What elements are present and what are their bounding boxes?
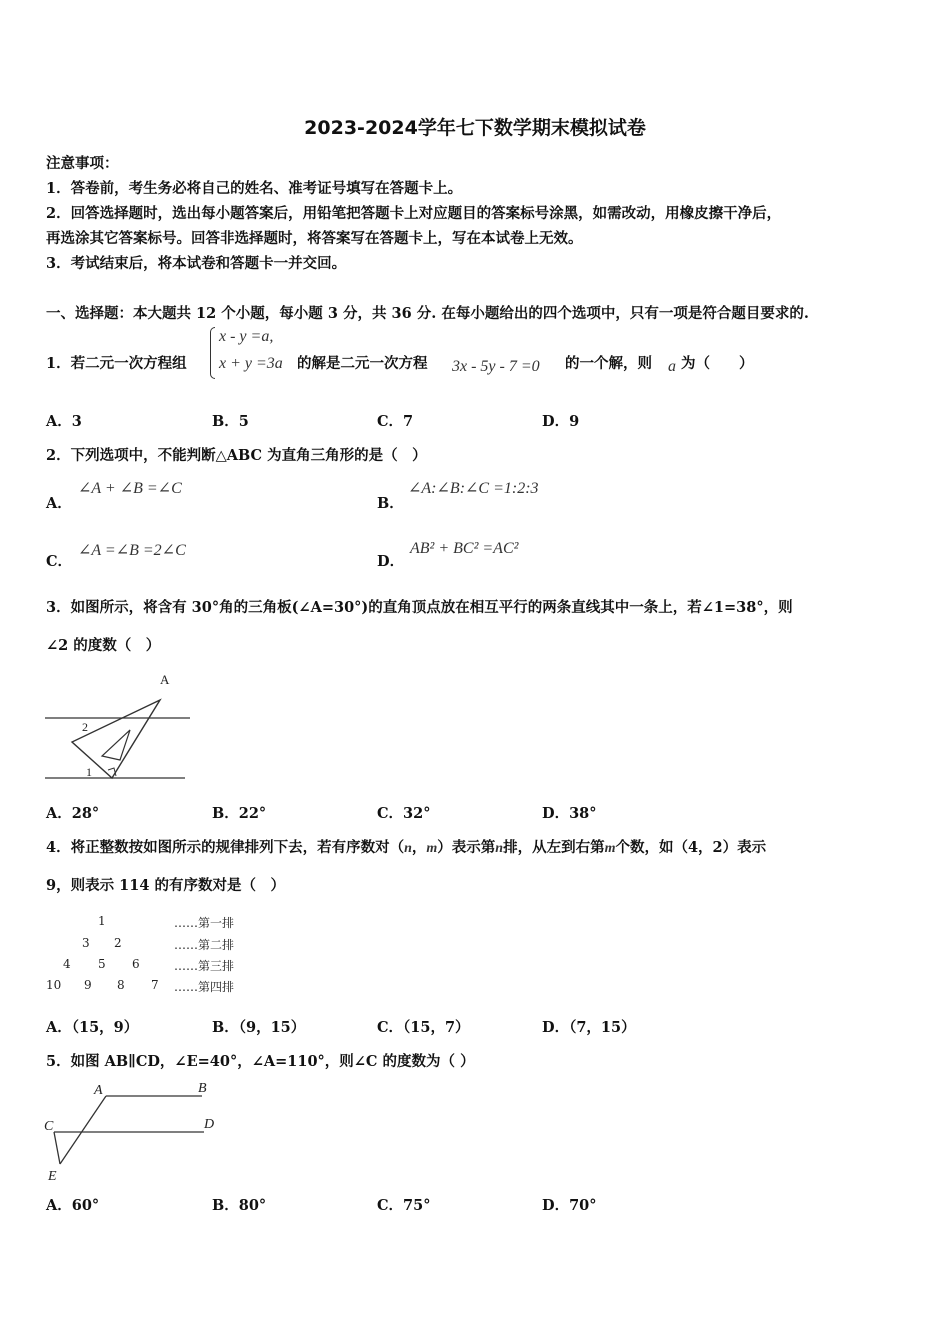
number-cell: 4 bbox=[63, 957, 71, 971]
q2-option-d-expr: AB² + BC² =AC² bbox=[410, 540, 519, 557]
angle-2-label: 2 bbox=[82, 720, 88, 734]
q1-suffix: 的一个解，则 bbox=[565, 355, 652, 372]
q2-option-a-label[interactable]: A． bbox=[46, 495, 72, 512]
brace-icon bbox=[210, 327, 215, 379]
notice-item: 再选涂其它答案标号。回答非选择题时，将答案写在答题卡上，写在本试卷上无效。 bbox=[46, 230, 583, 247]
q5-option-c[interactable]: C．75° bbox=[377, 1197, 431, 1214]
angle-1-label: 1 bbox=[86, 765, 92, 779]
vertex-a-label: A bbox=[160, 672, 170, 687]
notice-item: 2．回答选择题时，选出每小题答案后，用铅笔把答题卡上对应题目的答案标号涂黑，如需改动，用橡皮擦干净后， bbox=[46, 205, 782, 222]
point-a-label: A bbox=[94, 1083, 103, 1098]
q1-option-b[interactable]: B．5 bbox=[212, 413, 249, 430]
q1-prefix: 1．若二元一次方程组 bbox=[46, 355, 187, 372]
point-e-label: E bbox=[48, 1169, 57, 1184]
q3-option-c[interactable]: C．32° bbox=[377, 805, 431, 822]
q5-option-d[interactable]: D．70° bbox=[542, 1197, 597, 1214]
q1-equation-3: 3x - 5y - 7 =0 bbox=[452, 358, 540, 375]
point-c-label: C bbox=[44, 1119, 54, 1134]
q4-option-b[interactable]: B．（9，15） bbox=[212, 1019, 306, 1036]
line-ce bbox=[54, 1132, 60, 1164]
point-d-label: D bbox=[204, 1117, 215, 1132]
section-heading: 一、选择题：本大题共 12 个小题，每小题 3 分，共 36 分. 在每小题给出的四个选项中，只有一项是符合题目要求的. bbox=[46, 305, 809, 322]
q2-option-b-expr: ∠A:∠B:∠C =1:2:3 bbox=[408, 480, 539, 497]
q1-equation-2: x + y =3a bbox=[219, 355, 283, 372]
number-cell: 1 bbox=[98, 914, 106, 928]
q4-stem-line-1: 4．将正整数按如图所示的规律排列下去，若有序数对（n，m）表示第n排，从左到右第m个数，如（4，2）表示 bbox=[46, 839, 767, 856]
number-cell: 2 bbox=[114, 936, 122, 950]
q3-option-a[interactable]: A．28° bbox=[46, 805, 100, 822]
q5-stem: 5．如图 AB∥CD，∠E=40°，∠A=110°，则∠C 的度数为（ ） bbox=[46, 1053, 475, 1070]
row-label: ……第一排 bbox=[174, 916, 235, 930]
number-cell: 6 bbox=[132, 957, 140, 971]
line-ae bbox=[60, 1096, 106, 1164]
notice-heading: 注意事项： bbox=[46, 155, 119, 172]
q5-figure bbox=[40, 1076, 230, 1186]
q2-option-d-label[interactable]: D． bbox=[377, 553, 405, 570]
q1-option-a[interactable]: A．3 bbox=[46, 413, 82, 430]
page-title: 2023-2024学年七下数学期末模拟试卷 bbox=[304, 117, 646, 139]
q1-option-c[interactable]: C．7 bbox=[377, 413, 414, 430]
number-cell: 7 bbox=[151, 978, 159, 992]
q3-figure bbox=[40, 668, 200, 784]
row-label: ……第三排 bbox=[174, 959, 235, 973]
number-cell: 8 bbox=[117, 978, 125, 992]
q3-stem-line-2: ∠2 的度数（ ） bbox=[46, 637, 161, 654]
q2-option-c-expr: ∠A =∠B =2∠C bbox=[78, 542, 186, 559]
q4-option-c[interactable]: C．（15，7） bbox=[377, 1019, 470, 1036]
point-b-label: B bbox=[198, 1081, 207, 1096]
number-cell: 10 bbox=[46, 978, 62, 992]
q1-equation-1: x - y =a, bbox=[219, 328, 274, 345]
number-cell: 5 bbox=[98, 957, 106, 971]
row-label: ……第二排 bbox=[174, 938, 235, 952]
q5-option-b[interactable]: B．80° bbox=[212, 1197, 267, 1214]
q1-option-d[interactable]: D．9 bbox=[542, 413, 580, 430]
q4-stem-line-2: 9，则表示 114 的有序数对是（ ） bbox=[46, 877, 285, 894]
q1-variable: a bbox=[668, 358, 676, 375]
number-cell: 9 bbox=[84, 978, 92, 992]
q2-option-c-label[interactable]: C． bbox=[46, 553, 73, 570]
q4-option-a[interactable]: A．（15，9） bbox=[46, 1019, 139, 1036]
notice-item: 3．考试结束后，将本试卷和答题卡一并交回。 bbox=[46, 255, 347, 272]
q5-option-a[interactable]: A．60° bbox=[46, 1197, 100, 1214]
number-cell: 3 bbox=[82, 936, 90, 950]
q2-option-b-label[interactable]: B． bbox=[377, 495, 404, 512]
q4-option-d[interactable]: D．（7，15） bbox=[542, 1019, 636, 1036]
q3-option-b[interactable]: B．22° bbox=[212, 805, 267, 822]
q1-mid: 的解是二元一次方程 bbox=[297, 355, 428, 372]
notice-item: 1．答卷前，考生务必将自己的姓名、准考证号填写在答题卡上。 bbox=[46, 180, 463, 197]
q3-stem-line-1: 3．如图所示，将含有 30°角的三角板(∠A=30°)的直角顶点放在相互平行的两条直线其中一条上，若∠1=38°，则 bbox=[46, 599, 793, 616]
q1-suffix-2: 为（ ） bbox=[681, 355, 754, 372]
q2-stem: 2．下列选项中，不能判断△ABC 为直角三角形的是（ ） bbox=[46, 447, 427, 464]
row-label: ……第四排 bbox=[174, 980, 235, 994]
q3-option-d[interactable]: D．38° bbox=[542, 805, 597, 822]
q2-option-a-expr: ∠A + ∠B =∠C bbox=[78, 480, 182, 497]
